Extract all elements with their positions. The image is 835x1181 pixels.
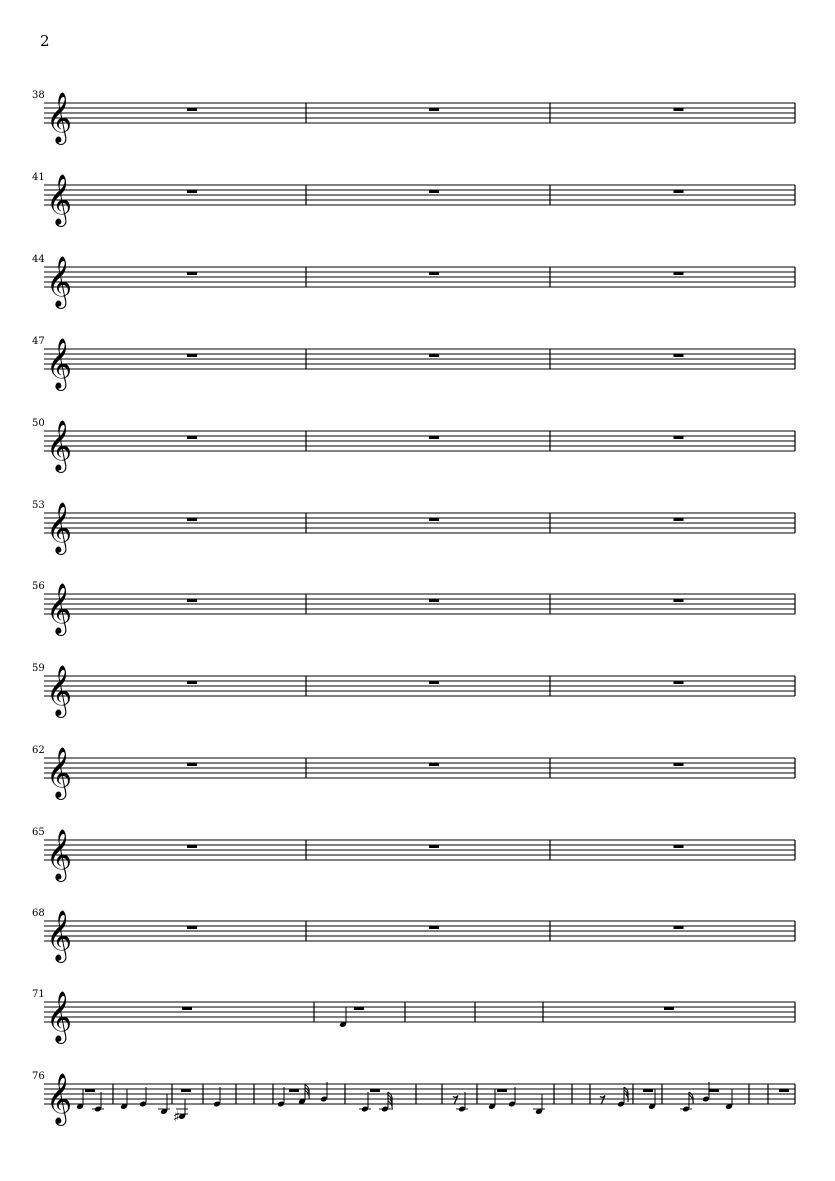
measure-number: 76 (32, 1071, 45, 1082)
whole-rest (187, 108, 197, 111)
whole-rest (674, 108, 684, 111)
treble-clef-icon: 𝄞 (46, 92, 73, 143)
page-number: 2 (40, 32, 50, 50)
whole-rest (187, 518, 197, 521)
treble-clef-icon: 𝄞 (46, 420, 73, 471)
whole-rest (187, 599, 197, 602)
whole-rest (709, 1089, 719, 1092)
whole-rest (674, 599, 684, 602)
eighth-rest (453, 1096, 458, 1105)
whole-rest (674, 354, 684, 357)
whole-rest (674, 763, 684, 766)
system (32, 745, 795, 800)
whole-rest (674, 518, 684, 521)
treble-clef-icon: 𝄞 (46, 256, 73, 307)
system (32, 172, 795, 227)
whole-rest (187, 190, 197, 193)
whole-rest (181, 1089, 191, 1092)
system (32, 581, 795, 636)
measure-number: 53 (32, 500, 45, 511)
whole-rest (429, 354, 439, 357)
whole-rest (187, 272, 197, 275)
whole-rest (429, 681, 439, 684)
whole-rest (429, 108, 439, 111)
whole-rest (187, 681, 197, 684)
whole-rest (674, 681, 684, 684)
treble-clef-icon: 𝄞 (46, 174, 73, 225)
whole-rest (674, 926, 684, 929)
measure-number: 56 (32, 581, 45, 592)
whole-rest (429, 845, 439, 848)
whole-rest (187, 845, 197, 848)
measure-number: 62 (32, 745, 45, 756)
whole-rest (674, 436, 684, 439)
treble-clef-icon: 𝄞 (46, 829, 73, 880)
whole-rest (289, 1089, 299, 1092)
whole-rest (429, 763, 439, 766)
eighth-rest (600, 1096, 605, 1105)
treble-clef-icon: 𝄞 (46, 665, 73, 716)
whole-rest (674, 272, 684, 275)
whole-rest (187, 436, 197, 439)
whole-rest (497, 1089, 507, 1092)
treble-clef-icon: 𝄞 (46, 338, 73, 389)
whole-rest (643, 1089, 653, 1092)
whole-rest (187, 926, 197, 929)
system (32, 663, 795, 718)
treble-clef-icon: 𝄞 (46, 502, 73, 553)
treble-clef-icon: 𝄞 (46, 747, 73, 798)
treble-clef-icon: 𝄞 (46, 991, 73, 1042)
system (32, 254, 795, 309)
whole-rest (674, 845, 684, 848)
whole-rest (187, 354, 197, 357)
measure-number: 65 (32, 827, 45, 838)
system (32, 90, 795, 145)
whole-rest (664, 1007, 674, 1010)
system (32, 418, 795, 473)
treble-clef-icon: 𝄞 (46, 1073, 73, 1124)
system (32, 908, 795, 963)
whole-rest (429, 926, 439, 929)
measure-number: 44 (32, 254, 45, 265)
system (32, 989, 795, 1044)
whole-rest (429, 190, 439, 193)
measure-number: 71 (32, 989, 45, 1000)
measure-number: 41 (32, 172, 45, 183)
treble-clef-icon: 𝄞 (46, 910, 73, 961)
measure-number: 59 (32, 663, 45, 674)
whole-rest (182, 1007, 192, 1010)
system (32, 1071, 795, 1126)
whole-rest (779, 1089, 789, 1092)
system (32, 827, 795, 882)
whole-rest (429, 518, 439, 521)
whole-rest (370, 1089, 380, 1092)
measure-number: 68 (32, 908, 45, 919)
sharp-icon: ♯ (173, 1109, 180, 1126)
whole-rest (429, 436, 439, 439)
measure-number: 50 (32, 418, 45, 429)
whole-rest (354, 1007, 364, 1010)
system (32, 336, 795, 391)
whole-rest (429, 599, 439, 602)
whole-rest (187, 763, 197, 766)
whole-rest (85, 1089, 95, 1092)
whole-rest (429, 272, 439, 275)
measure-number: 38 (32, 90, 45, 101)
whole-rest (674, 190, 684, 193)
treble-clef-icon: 𝄞 (46, 583, 73, 634)
measure-number: 47 (32, 336, 45, 347)
system (32, 500, 795, 555)
